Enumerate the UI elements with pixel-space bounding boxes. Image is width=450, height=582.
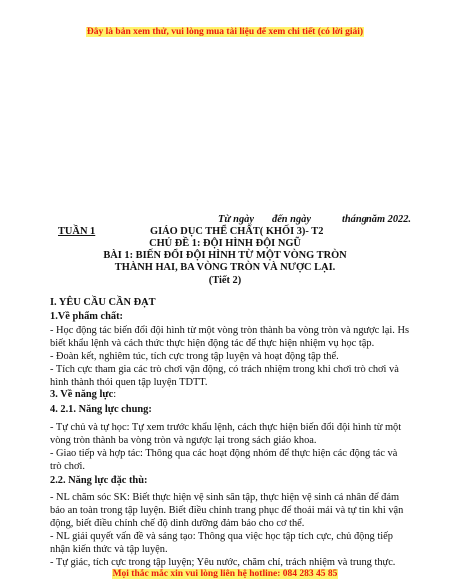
text-line: - Tự chủ và tự học: Tự xem trước khẩu lệnh, cách thực hiện biến đổi đội hình từ một bbox=[50, 422, 402, 433]
subheading-specific-competence: 2.2. Năng lực đặc thù: bbox=[50, 475, 148, 486]
date-from: Từ ngày bbox=[218, 214, 254, 225]
text-line: - Tự giác, tích cực trong tập luyện; Yêu nước, chăm chỉ, trách nhiệm và trung thực. bbox=[50, 557, 396, 568]
lesson-title-line2: THÀNH HAI, BA VÒNG TRÒN VÀ NƯỢC LẠI. bbox=[114, 262, 336, 273]
text-line: động, biết điều chỉnh chế độ dinh dưỡng đảm bảo cho cơ thể. bbox=[50, 518, 305, 529]
top-preview-banner bbox=[0, 27, 450, 37]
competence-text: 3. Về năng lực bbox=[50, 389, 114, 400]
text-line: nhận kiến thức và tập luyện. bbox=[50, 544, 168, 555]
subheading-qualities: 1.Về phẩm chất: bbox=[50, 311, 124, 322]
text-line: - Tích cực tham gia các trò chơi vận động, có trách nhiệm trong khi chơi trò chơi và bbox=[50, 364, 399, 375]
week-label: TUẦN 1 bbox=[58, 226, 96, 237]
text-line: - Giao tiếp và hợp tác: Thông qua các hoạt động nhóm để thực hiện các động tác và bbox=[50, 448, 398, 459]
bottom-hotline-banner bbox=[0, 569, 450, 579]
period-label: (Tiết 2) bbox=[208, 275, 242, 286]
date-month: tháng bbox=[342, 214, 367, 225]
date-year: năm 2022. bbox=[366, 214, 412, 225]
subheading-general-competence: 4. 2.1. Năng lực chung: bbox=[50, 404, 152, 415]
text-line: - Đoàn kết, nghiêm túc, tích cực trong tập luyện và hoạt động tập thể. bbox=[50, 351, 339, 362]
lesson-title-line1: BÀI 1: BIẾN ĐỔI ĐỘI HÌNH TỪ MỘT VÒNG TRÒN bbox=[103, 250, 347, 261]
section-heading-requirements: I. YÊU CẦU CẦN ĐẠT bbox=[50, 297, 156, 308]
bottom-banner-text: Mọi thắc mắc xin vui lòng liên hệ hotline: 084 283 45 85 bbox=[112, 569, 338, 579]
text-line: - Học động tác biến đổi đội hình từ một vòng tròn thành ba vòng tròn và ngược lại. Hs bbox=[50, 325, 410, 336]
subheading-competence bbox=[50, 389, 116, 400]
text-line: - NL giải quyết vấn đề và sáng tạo: Thông qua việc học tập tích cực, chủ động tiếp bbox=[50, 531, 393, 542]
text-line: - NL chăm sóc SK: Biết thực hiện vệ sinh sân tập, thực hiện vệ sinh cá nhân để đảm bbox=[50, 492, 400, 503]
text-line: hình thành thói quen tập luyện TDTT. bbox=[50, 377, 208, 388]
subject-title: GIÁO DỤC THỂ CHẤT( KHỐI 3)- T2 bbox=[150, 226, 324, 237]
date-to: đến ngày bbox=[272, 214, 311, 225]
text-line: trò chơi. bbox=[50, 461, 85, 472]
text-line: bảo an toàn trong tập luyện. Biết điều chỉnh trang phục để thoải mái và tự tin khi vận bbox=[50, 505, 404, 516]
text-line: biết khẩu lệnh và cách thức thực hiện động tác để thực hiện nhiệm vụ học tập. bbox=[50, 338, 375, 349]
top-banner-text: Đây là bản xem thử, vui lòng mua tài liệu để xem chi tiết (có lời giải) bbox=[86, 27, 364, 37]
text-line: vòng tròn thành ba vòng tròn và ngược lại trong sách giáo khoa. bbox=[50, 435, 317, 446]
topic-title: CHỦ ĐỀ 1: ĐỘI HÌNH ĐỘI NGŨ bbox=[149, 238, 301, 249]
competence-colon: : bbox=[113, 389, 117, 400]
